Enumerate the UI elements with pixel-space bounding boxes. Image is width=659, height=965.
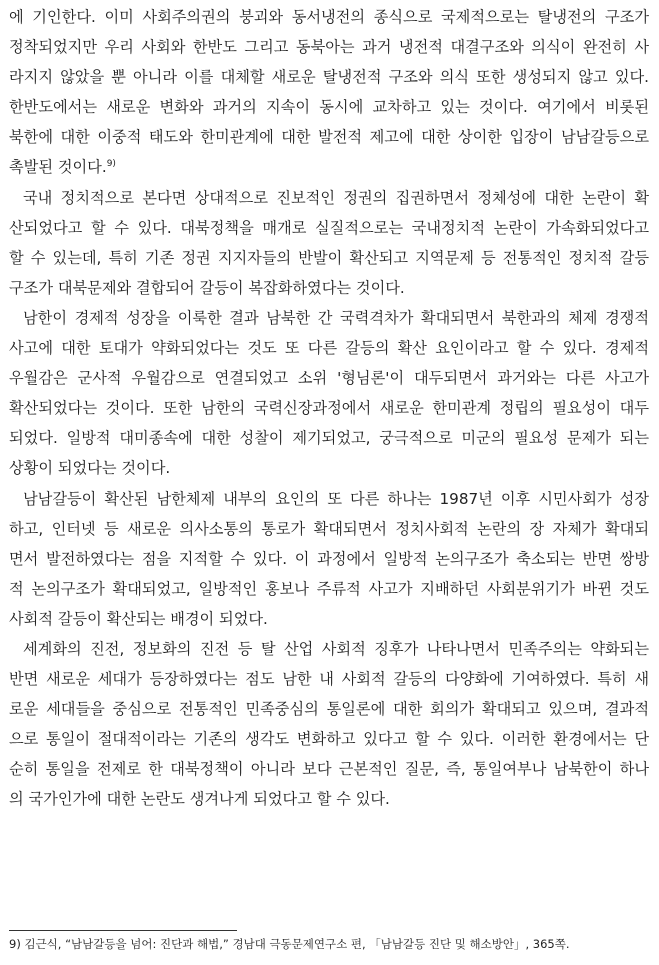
text-line-content: 사고에 대한 토대가 약화되었다는 것도 또 다른 갈등의 확산 요인이라고 할 수 있다. 경제적 [9,339,649,358]
text-line-content: 남한이 경제적 성장을 이룩한 결과 남북한 간 국력격차가 확대되면서 북한과의 체제 경쟁적 [23,308,649,327]
text-line [9,784,649,814]
text-line [9,62,649,92]
text-line [9,724,649,754]
text-line [9,152,649,182]
text-line-content: 의 국가인가에 대한 논란도 생겨나게 되었다고 할 수 있다. [9,790,390,809]
text-line-content: 촉발된 것이다. [9,158,107,177]
text-line-content: 우월감은 군사적 우월감으로 연결되었고 소위 '형님론'이 대두되면서 과거와는 다른 사고가 [9,369,649,388]
text-line-content: 하고, 인터넷 등 새로운 의사소통의 통로가 확대되면서 정치사회적 논란의 장 자체가 확대되 [9,519,649,538]
text-line [9,273,649,303]
paragraph [9,634,649,815]
text-line-content: 산되었다고 할 수 있다. 대북정책을 매개로 실질적으로는 국내정치적 논란이 가속화되었다고 [9,218,649,237]
text-line [9,604,649,634]
text-line-content: 한반도에서는 새로운 변화와 과거의 지속이 동시에 교차하고 있는 것이다. 여기에서 비롯된 [9,98,649,117]
text-line [9,333,649,363]
text-line [9,393,649,423]
text-line [9,544,649,574]
text-line-content: 라지지 않았을 뿐 아니라 이를 대체할 새로운 탈냉전적 구조와 의식 또한 생성되지 않고 있다. [9,68,649,87]
footnote-divider [9,930,237,931]
text-line [9,213,649,243]
paragraph [9,2,649,183]
text-line [9,664,649,694]
text-line [9,122,649,152]
text-line [9,303,649,333]
text-line [9,423,649,453]
text-line [9,92,649,122]
text-line-content: 국내 정치적으로 본다면 상대적으로 진보적인 정권의 집권하면서 정체성에 대한 논란이 확 [23,188,649,207]
paragraph [9,484,649,634]
text-line-content: 으로 통일이 절대적이라는 기존의 생각도 변화하고 있다고 할 수 있다. 이러한 환경에서는 단 [9,730,649,749]
text-line-content: 남남갈등이 확산된 남한체제 내부의 요인의 또 다른 하나는 1987년 이후 시민사회가 성장 [23,489,649,508]
text-line-content: 반면 새로운 세대가 등장하였다는 점도 남한 내 사회적 갈등의 다양화에 기여하였다. 특히 새 [9,670,649,689]
text-line [9,574,649,604]
text-line-content: 정착되었지만 우리 사회와 한반도 그리고 동북아는 과거 냉전적 대결구조와 의식이 완전히 사 [9,38,649,57]
text-line-content: 에 기인한다. 이미 사회주의권의 붕괴와 동서냉전의 종식으로 국제적으로는 탈냉전의 구조가 [9,8,649,26]
text-line [9,2,649,32]
text-line-content: 할 수 있는데, 특히 기존 정권 지지자들의 반발이 확산되고 지역문제 등 전통적인 정치적 갈등 [9,248,649,267]
footnote-reference: 9) [106,159,116,170]
text-line-content: 구조가 대북문제와 결합되어 갈등이 복잡화하였다는 것이다. [9,278,405,297]
text-line-content: 면서 발전하였다는 점을 지적할 수 있다. 이 과정에서 일방적 논의구조가 축소되는 반면 쌍방 [9,549,649,568]
text-line-content: 세계화의 진전, 정보화의 진전 등 탈 산업 사회적 징후가 나타나면서 민족주의는 약화되는 [23,639,649,658]
text-line-content: 사회적 갈등이 확산되는 배경이 되었다. [9,609,268,628]
text-line-content: 상황이 되었다는 것이다. [9,459,171,478]
text-line-content: 북한에 대한 이중적 태도와 한미관계에 대한 발전적 제고에 대한 상이한 입장이 남남갈등으로 [9,128,649,147]
text-line [9,484,649,514]
text-line [9,363,649,393]
text-line-content: 로운 세대들을 중심으로 전통적인 민족중심의 통일론에 대한 회의가 확대되고 있으며, 결과적 [9,700,649,719]
text-line [9,183,649,213]
text-line [9,754,649,784]
text-line-content: 되었다. 일방적 대미종속에 대한 성찰이 제기되었고, 궁극적으로 미군의 필요성 문제가 되는 [9,429,649,448]
text-line [9,243,649,273]
paragraph [9,183,649,303]
text-line [9,32,649,62]
text-line [9,634,649,664]
body-text [9,2,649,815]
text-line [9,453,649,483]
footnote: 9) 김근식, “남남갈등을 넘어: 진단과 해법,” 경남대 극동문제연구소 편, 「남남갈등 진단 및 해소방안」, 365쪽. [9,937,570,951]
text-line [9,514,649,544]
text-line-content: 적 논의구조가 확대되었고, 일방적인 홍보나 주류적 사고가 지배하던 사회분위기가 바뀐 것도 [9,579,649,598]
text-line [9,694,649,724]
text-line-content: 순히 통일을 전제로 한 대북정책이 아니라 보다 근본적인 질문, 즉, 통일여부나 남북한이 하나 [9,760,649,779]
text-line-content: 확산되었다는 것이다. 또한 남한의 국력신장과정에서 새로운 한미관계 정립의 필요성이 대두 [9,399,649,418]
paragraph [9,303,649,484]
